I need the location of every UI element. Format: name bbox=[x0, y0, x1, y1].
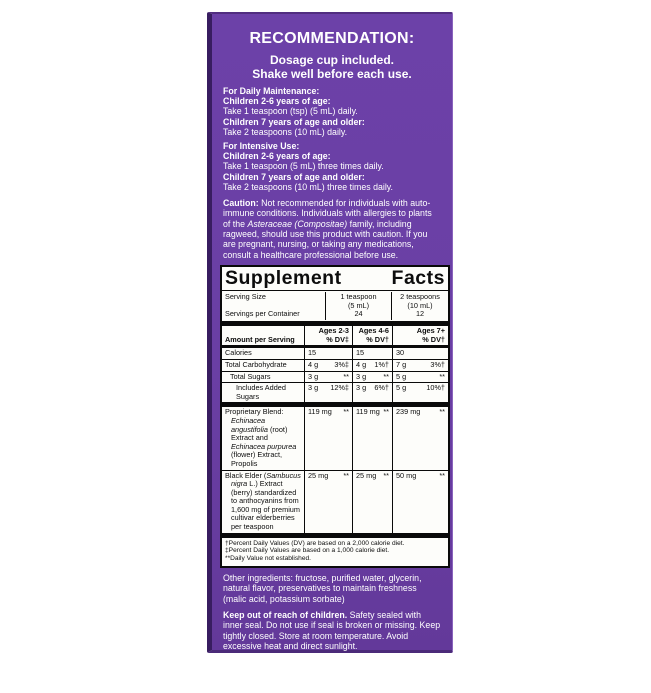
dosage-intensive-2-6-text: Take 1 teaspoon (5 mL) three times daily. bbox=[223, 161, 384, 172]
elder-amount-1: 25 mg bbox=[308, 470, 329, 480]
footnote-1000-calorie: ‡Percent Daily Values are based on a 1,000 calorie diet. bbox=[225, 547, 390, 555]
calories-ages-7plus bbox=[392, 348, 448, 359]
keep-out-bold: Keep out of reach of children. bbox=[223, 609, 350, 620]
added-ages-7plus bbox=[392, 383, 448, 402]
dosage-children-2-6-header: Children 2-6 years of age: bbox=[223, 96, 331, 107]
total-carbohydrate-label: Total Carbohydrate bbox=[225, 359, 287, 369]
questions-line bbox=[223, 684, 441, 693]
carb-ages-7plus bbox=[392, 360, 448, 371]
caution-paragraph bbox=[223, 198, 441, 260]
recommendation-title: RECOMMENDATION: bbox=[249, 30, 415, 47]
dosage-children-7-header: Children 7 years of age and older: bbox=[223, 116, 365, 127]
dosage-intensive-7-header: Children 7 years of age and older: bbox=[223, 171, 365, 182]
serving-1tsp-line2: (5 mL) bbox=[347, 300, 370, 310]
dosage-children-2-6-text: Take 1 teaspoon (tsp) (5 mL) daily. bbox=[223, 106, 358, 117]
ages-7plus-label: Ages 7+ bbox=[416, 326, 445, 336]
sugars-ages-2-3 bbox=[304, 372, 352, 383]
added-dv-1: 12%‡ bbox=[330, 383, 349, 393]
carb-dv-1: 3%‡ bbox=[334, 359, 349, 369]
ages-2-3-label: Ages 2-3 bbox=[318, 326, 349, 336]
proprietary-blend-label bbox=[222, 407, 304, 469]
serving-labels bbox=[222, 292, 325, 320]
blend-ages-7plus bbox=[392, 407, 448, 469]
calories-value-3: 30 bbox=[396, 348, 405, 358]
caution-family-italic: Asteraceae (Compositae) bbox=[247, 218, 348, 229]
ages-4-6-label: Ages 4-6 bbox=[358, 326, 389, 336]
ages-4-6-dv: % DV† bbox=[366, 334, 389, 344]
added-ages-4-6 bbox=[352, 383, 392, 402]
sugars-amount-1: 3 g bbox=[308, 371, 319, 381]
serving-size-label: Serving Size bbox=[225, 291, 266, 301]
elder-dv-2: ** bbox=[383, 470, 389, 480]
header-ages-7plus bbox=[392, 326, 448, 348]
serving-column-2-teaspoons bbox=[391, 292, 448, 320]
calories-value-2: 15 bbox=[356, 348, 365, 358]
blend-text-3: (flower) Extract, Propolis bbox=[231, 450, 283, 468]
header-ages-2-3 bbox=[304, 326, 352, 348]
dosage-children-7-text: Take 2 teaspoons (10 mL) daily. bbox=[223, 126, 348, 137]
sugars-ages-7plus bbox=[392, 372, 448, 383]
elder-dv-1: ** bbox=[343, 470, 349, 480]
elder-text-1: Black Elder ( bbox=[225, 470, 267, 480]
keep-out-text: Safety sealed with inner seal. Do not use if seal is broken or missing. Keep tightly closed. Store at room temperature. Avoid excessive heat and direct sunlight. bbox=[223, 609, 441, 651]
elder-amount-3: 50 mg bbox=[396, 470, 417, 480]
footnote-dv-not-established: **Daily Value not established. bbox=[225, 555, 312, 563]
calories-value-1: 15 bbox=[308, 348, 317, 358]
company-info bbox=[223, 654, 441, 693]
carb-dv-3: 3%† bbox=[430, 359, 445, 369]
facts-row-proprietary-blend bbox=[222, 407, 448, 469]
calories-ages-2-3 bbox=[304, 348, 352, 359]
facts-header-row bbox=[222, 326, 448, 348]
blend-species-1: Echinacea angustifolia bbox=[231, 415, 268, 434]
total-sugars-label: Total Sugars bbox=[230, 371, 271, 381]
recommendation-subtitle-shake-well: Shake well before each use. bbox=[252, 67, 412, 81]
ages-2-3-dv: % DV‡ bbox=[326, 334, 349, 344]
address-line: Green Bay, WI 54311 USA bbox=[223, 662, 327, 673]
sugars-dv-2: ** bbox=[383, 371, 389, 381]
dosage-daily-maintenance-header: For Daily Maintenance: bbox=[223, 86, 320, 96]
serving-2tsp-line2: (10 mL) bbox=[407, 300, 433, 310]
blend-amount-1: 119 mg bbox=[308, 407, 332, 417]
product-label-panel bbox=[207, 12, 453, 693]
carb-amount-2: 4 g bbox=[356, 359, 367, 369]
sugars-dv-1: ** bbox=[343, 371, 349, 381]
other-ingredients-text: Other ingredients: fructose, purified water, glycerin, natural flavor, preservatives to maintain freshness (malic acid, potassium sorbate) bbox=[223, 573, 422, 604]
elder-dv-3: ** bbox=[439, 470, 445, 480]
blend-text-1: Proprietary Blend: bbox=[225, 407, 284, 417]
added-dv-2: 6%† bbox=[374, 383, 389, 393]
carb-amount-3: 7 g bbox=[396, 359, 407, 369]
blend-ages-4-6 bbox=[352, 407, 392, 469]
blend-dv-3: ** bbox=[439, 407, 445, 417]
ages-7plus-dv: % DV† bbox=[422, 334, 445, 344]
caution-text-2: family, including ragweed, should use this product with caution. If you are pregnant, nursing, or taking any medications, consult a healthcare professional before use. bbox=[223, 218, 428, 260]
elder-amount-2: 25 mg bbox=[356, 470, 377, 480]
supplement-facts-title-word-2: Facts bbox=[391, 266, 445, 289]
serving-info-section bbox=[222, 291, 448, 321]
carb-amount-1: 4 g bbox=[308, 359, 319, 369]
dosage-intensive-2-6-header: Children 2-6 years of age: bbox=[223, 151, 331, 162]
facts-row-added-sugars bbox=[222, 382, 448, 402]
amount-per-serving-label: Amount per Serving bbox=[222, 326, 304, 348]
serving-1tsp-line1: 1 teaspoon bbox=[340, 291, 377, 301]
footnote-2000-calorie: †Percent Daily Values (DV) are based on a 2,000 calorie diet. bbox=[225, 539, 405, 547]
sugars-ages-4-6 bbox=[352, 372, 392, 383]
supplement-facts-title bbox=[222, 267, 448, 291]
serving-2tsp-count: 12 bbox=[415, 309, 425, 319]
serving-2tsp-line1: 2 teaspoons bbox=[400, 291, 440, 301]
serving-column-1-teaspoon bbox=[325, 292, 391, 320]
bottled-line: Bottled and tested in the USA bbox=[223, 672, 339, 683]
black-elder-label bbox=[222, 471, 304, 533]
header-ages-4-6 bbox=[352, 326, 392, 348]
caution-text-1: Not recommended for individuals with auto-immune conditions. Individuals with allergies to plants of the bbox=[223, 198, 432, 229]
elder-ages-4-6 bbox=[352, 471, 392, 533]
blend-species-2: Echinacea purpurea bbox=[231, 441, 297, 451]
added-ages-2-3 bbox=[304, 383, 352, 402]
blend-dv-2: ** bbox=[383, 407, 389, 417]
supplement-facts-box bbox=[220, 265, 450, 568]
calories-label: Calories bbox=[225, 348, 252, 358]
keep-out-warning bbox=[223, 610, 441, 651]
calories-ages-4-6 bbox=[352, 348, 392, 359]
blend-ages-2-3 bbox=[304, 407, 352, 469]
other-ingredients bbox=[223, 573, 441, 604]
carb-ages-4-6 bbox=[352, 360, 392, 371]
blend-amount-3: 239 mg bbox=[396, 407, 421, 417]
questions-contact: 1-800-962-8873 / naturesway.com bbox=[273, 682, 408, 693]
added-amount-1: 3 g bbox=[308, 383, 319, 393]
dosage-intensive-use-header: For Intensive Use: bbox=[223, 141, 300, 152]
copyright-line: ©2023 Nature's Way Brands, LLC bbox=[223, 653, 356, 664]
blend-text-2: (root) Extract and bbox=[231, 424, 288, 443]
elder-species: Sambucus nigra bbox=[231, 470, 301, 489]
dosage-instructions bbox=[223, 86, 441, 192]
elder-text-2: L.) Extract (berry) standardized to anthocyanins from 1,600 mg of premium cultivar elderberries per teaspoon bbox=[231, 479, 300, 532]
added-amount-2: 3 g bbox=[356, 383, 367, 393]
added-sugars-label: Includes Added Sugars bbox=[236, 383, 286, 401]
facts-row-total-carbohydrate bbox=[222, 359, 448, 371]
sugars-amount-3: 5 g bbox=[396, 371, 407, 381]
carb-ages-2-3 bbox=[304, 360, 352, 371]
facts-footnotes bbox=[222, 538, 448, 566]
added-dv-3: 10%† bbox=[426, 383, 445, 393]
dosage-intensive-7-text: Take 2 teaspoons (10 mL) three times daily. bbox=[223, 181, 393, 192]
serving-1tsp-count: 24 bbox=[354, 309, 363, 319]
added-amount-3: 5 g bbox=[396, 383, 407, 393]
supplement-facts-title-word-1: Supplement bbox=[225, 266, 342, 289]
sugars-amount-2: 3 g bbox=[356, 371, 367, 381]
facts-row-calories bbox=[222, 348, 448, 359]
sugars-dv-3: ** bbox=[439, 371, 445, 381]
blend-amount-2: 119 mg bbox=[356, 407, 380, 417]
recommendation-subtitle-dosage-cup: Dosage cup included. bbox=[269, 53, 395, 67]
elder-ages-2-3 bbox=[304, 471, 352, 533]
elder-ages-7plus bbox=[392, 471, 448, 533]
carb-dv-2: 1%† bbox=[374, 359, 389, 369]
blend-dv-1: ** bbox=[343, 407, 349, 417]
facts-row-black-elder bbox=[222, 470, 448, 533]
servings-per-container-label: Servings per Container bbox=[225, 309, 300, 319]
questions-label: Questions? bbox=[223, 682, 274, 693]
caution-label: Caution: bbox=[223, 198, 262, 209]
facts-row-total-sugars bbox=[222, 371, 448, 383]
